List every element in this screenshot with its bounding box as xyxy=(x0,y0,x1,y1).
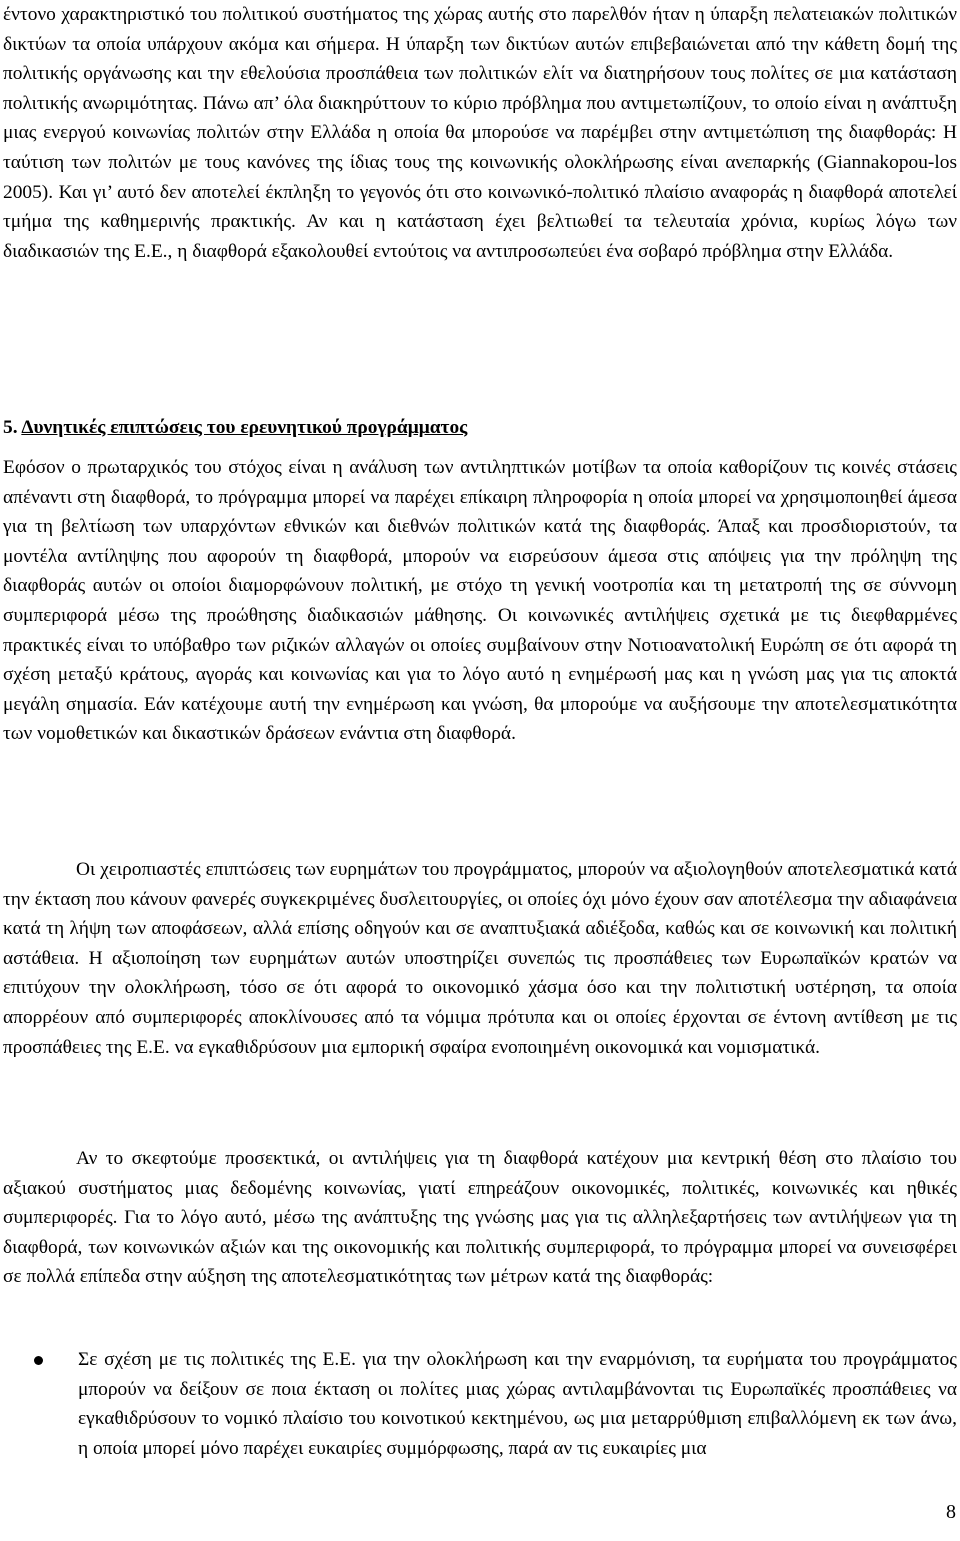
paragraph-practical-implications: Οι χειροπιαστές επιπτώσεις των ευρημάτων του προγράμματος, μπορούν να αξιολογηθούν αποτελεσματικά κατά την έκταση που κάνουν φανερές συγκεκριμένες δυσλειτουργίες, οι οποίες όχι μόνο έχουν σαν αποτέλεσμα την αδιαφάνεια κατά τη λήψη των αποφάσεων, αλλά επίσης οδηγούν και σε αναπτυξιακά αδιέξοδα, καθώς και σε κοινωνική και πολιτική αστάθεια. Η αξιοποίηση των ευρημάτων αυτών υποστηρίζει συνεπώς τις προσπάθειες των Ευρωπαϊκών κρατών να επιτύχουν την ολοκλήρωση, τόσο σε ότι αφορά το οικονομικό χάσμα όσο και την πολιτιστική υστέρηση, τα οποία απορρέουν από συμπεριφορές αποκλίνουσες από τα νόμιμα πρότυπα και οι οποίες έρχονται σε έντονη αντίθεση με τις προσπάθειες της Ε.Ε. να εγκαθιδρύσουν μια εμπορική σφαίρα ενοποιημένη οικονομικά και νομισματικά. xyxy=(3,859,957,1058)
section-heading xyxy=(3,413,467,442)
list-item-text: Σε σχέση με τις πολιτικές της Ε.Ε. για την ολοκλήρωση και την εναρμόνιση, τα ευρήματα του προγράμματος μπορούν να δείξουν σε ποια έκταση οι πολίτες μιας χώρας αντιλαμβάνονται τις Ευρωπαϊκές προσπάθειες να εγκαθιδρύσουν το νομικό πλαίσιο του κοινοτικού κεκτημένου, ως μια μεταρρύθμιση επιβαλλόμενη εκ των άνω, η οποία μπορεί μόνο παρέχει ευκαιρίες συμμόρφωσης, παρά αν τις ευκαιρίες μια xyxy=(78,1349,957,1459)
paragraph-value-system: Αν το σκεφτούμε προσεκτικά, οι αντιλήψεις για τη διαφθορά κατέχουν μια κεντρική θέση στο πλαίσιο του αξιακού συστήματος μιας δεδομένης κοινωνίας, γιατί επηρεάζουν οικονομικές, πολιτικές, κοινωνικές και ηθικές συμπεριφορές. Για το λόγο αυτό, μέσω της ανάπτυξης της γνώσης μας για τις αλληλεξαρτήσεις των αντιλήψεων για τη διαφθορά, των κοινωνικών αξιών και της οικονομικής και πολιτικής συμπεριφορά, το πρόγραμμα μπορεί να συνεισφέρει σε πολλά επίπεδα στην αύξηση της αποτελεσματικότητας των μέτρων κατά της διαφθοράς: xyxy=(3,1148,957,1288)
page-number: 8 xyxy=(946,1501,956,1523)
section-title: Δυνητικές επιπτώσεις του ερευνητικού προγράμματος xyxy=(21,417,468,438)
paragraph-continuation: έντονο χαρακτηριστικό του πολιτικού συστήματος της χώρας αυτής στο παρελθόν ήταν η ύπαρξη πελατειακών πολιτικών δικτύων τα οποία υπάρχουν ακόμα και σήμερα. Η ύπαρξη των δικτύων αυτών επιβεβαιώνεται από την κάθετη δομή της πολιτικής οργάνωσης και την εθελούσια προσπάθεια των πολιτικών ελίτ να διατηρήσουν τους πολίτες σε μια κατάσταση πολιτικής ανωριμότητας. Πάνω απ’ όλα διακηρύττουν το κύριο πρόβλημα που αντιμετωπίζουν, το οποίο είναι η ανάπτυξη μιας ενεργού κοινωνίας πολιτών στην Ελλάδα η οποία θα μπορούσε να παρέμβει στην αντιμετώπιση της διαφθοράς: Η ταύτιση των πολιτών με τους κανόνες της ίδιας τους της κοινωνικής ολοκλήρωσης είναι ανεπαρκής (Giannakopou-los 2005). Και γι’ αυτό δεν αποτελεί έκπληξη το γεγονός ότι στο κοινωνικό-πολιτικό πλαίσιο αναφοράς η διαφθορά αποτελεί τμήμα της καθημερινής πρακτικής. Αν και η κατάσταση έχει βελτιωθεί τα τελευταία χρόνια, κυρίως λόγω των διαδικασιών της Ε.Ε., η διαφθορά εξακολουθεί εντούτοις να αντιπροσωπεύει ένα σοβαρό πρόβλημα στην Ελλάδα. xyxy=(3,4,957,262)
bullet-icon xyxy=(34,1356,43,1365)
paragraph-implications-intro: Εφόσον ο πρωταρχικός του στόχος είναι η ανάλυση των αντιληπτικών μοτίβων τα οποία καθορίζουν τις κοινές στάσεις απέναντι στη διαφθορά, το πρόγραμμα μπορεί να παρέχει επίκαιρη πληροφορία η οποία μπορεί να χρησιμοποιηθεί άμεσα για τη βελτίωση των υπαρχόντων εθνικών και διεθνών πολιτικών κατά της διαφθοράς. Άπαξ και προσδιοριστούν, τα μοντέλα αντίληψης που αφορούν τη διαφθορά, μπορούν να εισρεύσουν άμεσα στις απόψεις για την πρόληψη της διαφθοράς αυτών οι οποίοι διαμορφώνουν πολιτική, με στόχο τη γενική νοοτροπία και τη μετατροπή της σε σύννομη συμπεριφορά μέσω της προώθησης διαδικασιών μάθησης. Οι κοινωνικές αντιλήψεις σχετικά με τις διεφθαρμένες πρακτικές είναι το υπόβαθρο των ριζικών αλλαγών οι οποίες συμβαίνουν στην Νοτιοανατολική Ευρώπη σε ότι αφορά τη σχέση μεταξύ κράτους, αγοράς και κοινωνίας και για το λόγο αυτό η ενημέρωσή μας και η γνώση μας για τις αποκτά μεγάλη σημασία. Εάν κατέχουμε αυτή την ενημέρωση και γνώση, θα μπορούμε να αυξήσουμε την αποτελεσματικότητα των νομοθετικών και δικαστικών δράσεων ενάντια στη διαφθορά. xyxy=(3,457,957,745)
section-number: 5. xyxy=(3,417,22,438)
